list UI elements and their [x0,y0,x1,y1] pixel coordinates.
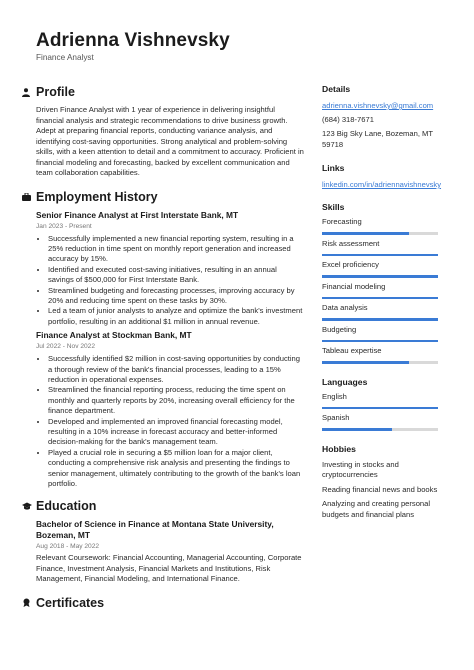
hobby-item: Reading financial news and books [322,484,438,494]
resume-header [36,30,230,62]
links-heading: Links [322,163,345,173]
hobbies-heading: Hobbies [322,443,356,454]
skills-list [322,217,442,364]
job-title: Finance Analyst at Stockman Bank, MT [36,330,192,341]
graduation-cap-icon [22,502,36,510]
details-section [322,84,442,150]
education-entry [36,519,304,585]
certificates-section [22,595,304,611]
job-bullets [36,234,304,328]
languages-section [322,377,442,431]
job-bullet: • Successfully implemented a new financial reporting system, resulting in a 25% reduction in time spent on monthly report generation and increased accuracy by 15%. [48,234,304,265]
certificates-title: Certificates [36,595,105,610]
employment-section [22,189,304,490]
details-heading: Details [322,84,351,94]
links-section [322,163,442,190]
skill-level-bar [322,254,438,257]
skill-item [322,325,442,343]
languages-list [322,392,442,431]
phone-text: (684) 318-7671 [322,115,374,124]
skill-level-fill [322,340,438,343]
education-section [22,498,304,585]
skill-level-fill [322,318,438,321]
job-entry [36,330,304,489]
hobby-item: Analyzing and creating personal budgets and financial plans [322,499,431,519]
education-title: Education [36,499,97,514]
skill-level-fill [322,361,409,364]
job-title: Senior Finance Analyst at First Interstate Bank, MT [36,209,239,220]
education-date: Aug 2018 - May 2022 [36,543,100,551]
skill-item [322,282,442,300]
skill-name: Risk assessment [322,238,380,248]
skills-heading: Skills [322,202,345,212]
employment-heading [22,189,304,205]
language-name: English [322,391,347,401]
skill-item [322,346,442,364]
person-name: Adrienna Vishnevsky [36,30,230,51]
job-bullet: • Played a crucial role in securing a $5 million loan for a major client, conducting a comprehensive risk analysis and presenting the findings to senior management, ultimately contributing to the growth of the bank's loan portfolio. [48,448,304,490]
job-bullet: • Streamlined budgeting and forecasting processes, improving accuracy by 20% and reducing time spent on these tasks by 30%. [48,286,304,307]
language-level-bar [322,428,438,431]
skill-name: Forecasting [322,217,362,226]
profile-section [22,84,304,179]
skill-name: Data analysis [322,303,368,312]
profile-text: Driven Finance Analyst with 1 year of experience in delivering insightful financial analysis and strategic recommendations to drive business growth. Adept at preparing financial reports, conducting variance analysis, and identifying cost-saving opportunities. Strong analytical and problem-solving skills, with a keen attention to detail and a commitment to accuracy. Proficient in financial modeling and forecasting, backed by excellent communication and team collaboration capabilities. [36,105,304,177]
address-text: 123 Big Sky Lane, Bozeman, MT 59718 [322,129,433,149]
language-level-fill [322,428,392,431]
hobbies-list [322,460,442,521]
job-entry [36,210,304,328]
job-bullet: • Streamlined the financial reporting process, reducing the time spent on monthly and quarterly reports by 20%, increasing overall efficiency for the finance department. [48,385,304,416]
skill-level-bar [322,297,438,300]
language-item [322,413,442,431]
skills-section [322,202,442,364]
side-column [322,84,442,524]
job-bullets [36,354,304,489]
employment-title: Employment History [36,189,158,204]
profile-heading [22,84,304,100]
education-text: Relevant Coursework: Financial Accounting, Managerial Accounting, Corporate Finance, Investment Analysis, Financial Markets and Institutions, Risk Management, Financial Modeling, and International Finance. [36,553,302,584]
language-name: Spanish [322,413,350,422]
education-heading [22,498,304,514]
skill-level-fill [322,275,438,278]
job-role: Finance Analyst [36,53,94,62]
job-bullet: • Led a team of junior analysts to analyze and optimize the bank's investment portfolio, resulting in an additional $1 million in annual revenue. [48,306,304,327]
skill-level-fill [322,254,438,257]
language-item [322,392,442,410]
skill-level-bar [322,232,438,235]
hobbies-section [322,444,442,521]
profile-title: Profile [36,85,75,99]
skill-level-bar [322,361,438,364]
skill-name: Excel proficiency [322,260,379,269]
skill-name: Budgeting [322,324,357,334]
skill-level-bar [322,340,438,343]
skill-level-fill [322,297,438,300]
job-bullet: • Successfully identified $2 million in cost-saving opportunities by conducting a thorough review of the bank's financial processes, leading to a 15% reduction in operational expenses. [48,354,304,385]
job-date: Jul 2022 - Nov 2022 [36,343,96,351]
hobby-item: Investing in stocks and cryptocurrencies [322,459,399,479]
skill-level-fill [322,232,409,235]
skill-item [322,260,442,278]
job-date: Jan 2023 - Present [36,222,92,230]
main-column [22,84,304,611]
skill-name: Financial modeling [322,281,386,291]
certificate-icon [22,598,36,607]
skill-item [322,239,442,257]
linkedin-link[interactable]: linkedin.com/in/adriennavishnevsky [322,180,442,189]
skill-level-bar [322,318,438,321]
languages-heading: Languages [322,376,368,387]
language-level-bar [322,407,438,410]
skill-item [322,217,442,235]
skill-item [322,303,442,321]
skill-name: Tableau expertise [322,346,382,355]
degree-title: Bachelor of Science in Finance at Montana State University, Bozeman, MT [36,519,274,541]
job-bullet: • Developed and implemented an improved financial forecasting model, resulting in a 10% increase in forecast accuracy and better-informed decision-making for the bank's management team. [48,417,304,448]
skill-level-bar [322,275,438,278]
language-level-fill [322,407,438,410]
certificates-heading [22,595,304,611]
email-link[interactable]: adrienna.vishnevsky@gmail.com [322,101,434,110]
briefcase-icon [22,193,36,201]
person-icon [22,88,36,97]
job-bullet: • Identified and executed cost-saving initiatives, resulting in an annual savings of $500,000 for First Interstate Bank. [48,265,304,286]
